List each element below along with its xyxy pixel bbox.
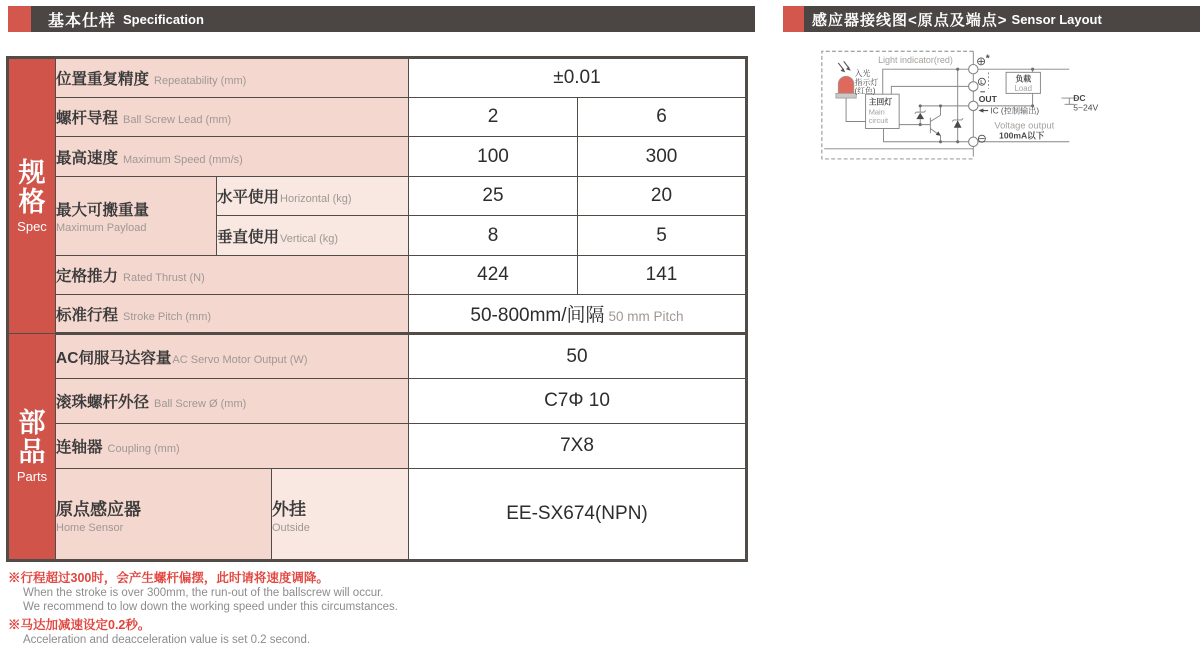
section-spec-char1: 规 — [18, 157, 46, 188]
ic-label: IC (控制输出) — [990, 106, 1040, 116]
table-row — [8, 469, 747, 561]
ic-arrow-head — [978, 108, 983, 112]
table-row — [8, 256, 747, 295]
value-thrust-1: 424 — [409, 256, 578, 295]
dc-label: DC — [1073, 93, 1086, 104]
value-lead-2: 6 — [578, 98, 747, 137]
right-header-title-zh: 感应器接线图<原点及端点> — [812, 11, 1008, 29]
light-arrow-head-1 — [841, 68, 846, 72]
value-coupling: 7X8 — [409, 424, 747, 469]
section-parts-char2: 品 — [18, 437, 46, 467]
label-max-speed: 最高速度 Maximum Speed (mm/s) — [56, 137, 409, 177]
dc-range-label: 5~24V — [1073, 102, 1099, 113]
right-header-title-en: Sensor Layout — [1011, 11, 1102, 27]
main-circuit-label-zh: 主回灯 — [868, 97, 893, 107]
footnote-1-en2: We recommend to low down the working speed under this circumstances. — [23, 600, 398, 613]
led-label-zh3: (红色) — [854, 86, 876, 96]
footnote-2-zh: ※马达加减速设定0.2秒。 — [8, 618, 151, 632]
transistor-emitter-arrow — [936, 131, 941, 136]
table-row — [8, 137, 747, 177]
table-row — [8, 98, 747, 137]
footnotes — [8, 570, 568, 648]
voltage-output-label: Voltage output — [994, 120, 1055, 131]
section-spec-char2: 格 — [18, 186, 46, 217]
table-row — [8, 177, 747, 216]
label-ball-screw-dia: 滚珠螺杆外径 Ball Screw Ø (mm) — [56, 379, 409, 424]
section-parts-en: Parts — [16, 469, 48, 484]
value-horizontal-1: 25 — [409, 177, 578, 216]
led-indicator-icon — [838, 76, 854, 93]
light-arrow-head-2 — [846, 67, 851, 71]
load-label-en: Load — [1014, 84, 1032, 94]
asterisk-mark: * — [985, 53, 990, 65]
l-symbol-glyph: L — [980, 80, 984, 87]
terminal-plus — [969, 65, 978, 74]
plus-symbol-icon — [978, 58, 985, 65]
label-rated-thrust: 定格推力 Rated Thrust (N) — [56, 256, 409, 295]
table-row — [8, 379, 747, 424]
section-parts-char1: 部 — [18, 408, 46, 438]
label-stroke-pitch: 标准行程 Stroke Pitch (mm) — [56, 295, 409, 334]
table-row — [8, 424, 747, 469]
label-home-sensor: 原点感应器 Home Sensor — [56, 469, 272, 561]
label-vertical: 垂直使用Vertical (kg) — [217, 216, 409, 256]
table-row — [8, 334, 747, 379]
led-label-zh2: 指示灯 — [854, 77, 879, 87]
section-header-parts — [8, 334, 56, 561]
footnote-1-zh: ※行程超过300时，会产生螺杆偏摆，此时请将速度调降。 — [8, 571, 329, 585]
l-terminal-wire — [891, 86, 973, 94]
value-vertical-1: 8 — [409, 216, 578, 256]
load-label-zh: 负载 — [1015, 74, 1032, 84]
left-header-title-zh: 基本仕样 — [48, 12, 117, 30]
label-repeatability: 位置重复精度 Repeatability (mm) — [56, 58, 409, 98]
sensor-wiring-diagram — [770, 45, 1200, 205]
transistor-collector — [930, 115, 940, 121]
right-header-bar — [804, 6, 1200, 32]
label-max-payload: 最大可搬重量 Maximum Payload — [56, 177, 217, 256]
label-home-sensor-outside: 外挂 Outside — [272, 469, 409, 561]
value-ball-screw-dia: C7Φ 10 — [409, 379, 747, 424]
value-speed-2: 300 — [578, 137, 747, 177]
label-coupling: 连轴器 Coupling (mm) — [56, 424, 409, 469]
footnote-1-en1: When the stroke is over 300mm, the run-out of the ballscrew will occur. — [23, 587, 384, 599]
value-vertical-2: 5 — [578, 216, 747, 256]
value-horizontal-2: 20 — [578, 177, 747, 216]
table-row — [8, 295, 747, 334]
value-stroke: 50-800mm/间隔 50 mm Pitch — [409, 295, 747, 334]
table-row — [8, 58, 747, 98]
minus-symbol-icon — [978, 135, 985, 142]
zener-diode-2 — [954, 121, 962, 128]
light-indicator-label: Light indicator(red) — [878, 54, 953, 65]
label-ball-screw-lead: 螺杆导程 Ball Screw Lead (mm) — [56, 98, 409, 137]
section-spec-en: Spec — [17, 218, 47, 234]
label-servo-output: AC伺服马达容量AC Servo Motor Output (W) — [56, 334, 409, 379]
led-label-zh1: 入光 — [854, 69, 871, 79]
spec-table — [6, 56, 748, 562]
value-home-sensor: EE-SX674(NPN) — [409, 469, 747, 561]
value-servo-output: 50 — [409, 334, 747, 379]
zener-diode-1 — [916, 113, 924, 119]
terminal-minus — [969, 137, 978, 146]
value-repeatability: ±0.01 — [409, 58, 747, 98]
value-thrust-2: 141 — [578, 256, 747, 295]
left-header-title-en: Specification — [123, 11, 204, 27]
footnote-2-en: Acceleration and deacceleration value is set 0.2 second. — [23, 634, 311, 646]
main-circuit-label-en2: circuit — [868, 116, 889, 126]
terminal-l — [969, 82, 978, 91]
main-circuit-label-en1: Main — [868, 107, 885, 117]
value-lead-1: 2 — [409, 98, 578, 137]
right-header-accent-square — [783, 6, 804, 32]
led-base — [836, 93, 856, 98]
left-header-bar — [31, 6, 755, 32]
left-header-accent-square — [8, 6, 31, 32]
section-header-spec — [8, 58, 56, 334]
terminal-out — [969, 101, 978, 110]
label-horizontal: 水平使用Horizontal (kg) — [217, 177, 409, 216]
current-limit-label: 100mA以下 — [999, 130, 1045, 141]
led-wire — [846, 98, 866, 121]
out-label: OUT — [978, 93, 997, 104]
value-speed-1: 100 — [409, 137, 578, 177]
